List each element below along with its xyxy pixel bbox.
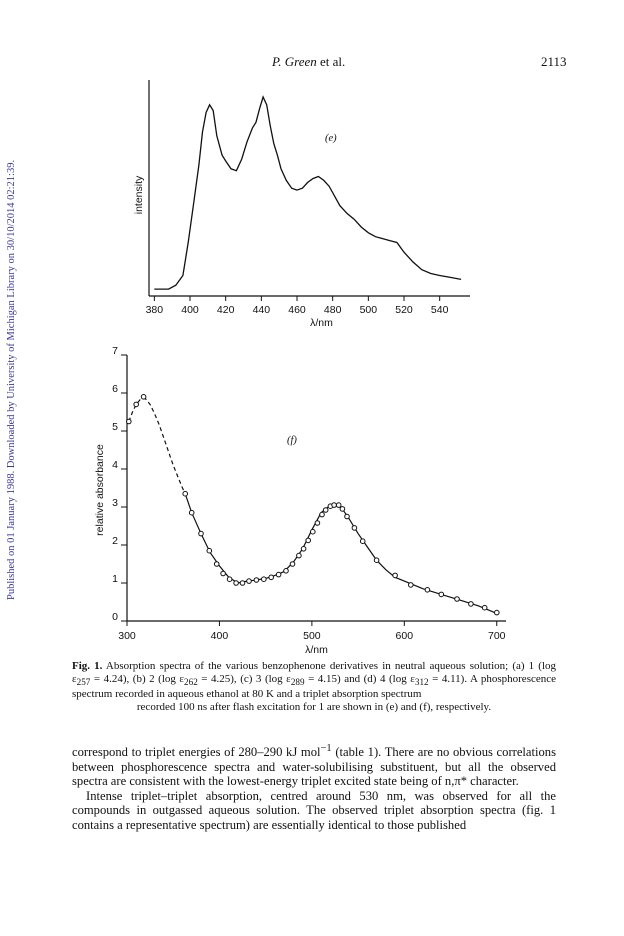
data-point-f — [227, 577, 232, 582]
y-tick-label-f: 6 — [112, 383, 118, 395]
data-point-f — [469, 602, 474, 607]
y-tick-label-f: 7 — [112, 345, 118, 357]
data-point-f — [234, 581, 239, 586]
data-point-f — [240, 581, 245, 586]
y-tick-label-f: 2 — [112, 535, 118, 547]
caption-fig-label: Fig. 1. — [72, 660, 103, 672]
caption-text-d: = 4.15) and (d) 4 (log ε — [304, 672, 415, 685]
x-axis-label-f: λ/nm — [305, 644, 328, 656]
data-point-f — [189, 510, 194, 515]
panel-label-e: (e) — [325, 133, 337, 144]
x-tick-label-e: 440 — [252, 304, 271, 316]
data-point-f — [284, 569, 289, 574]
paragraph-1-sup: −1 — [320, 743, 332, 754]
data-point-f — [345, 514, 350, 519]
caption-text-c: = 4.25), (c) 3 (log ε — [197, 672, 291, 685]
data-point-f — [360, 539, 365, 544]
y-tick-label-f: 4 — [112, 459, 118, 471]
data-point-f — [134, 402, 139, 407]
spectrum-line-e — [154, 97, 461, 289]
data-point-f — [269, 575, 274, 580]
page-number: 2113 — [541, 54, 567, 69]
absorption-line-solid — [185, 494, 497, 614]
data-point-f — [315, 521, 320, 526]
data-point-f — [409, 583, 414, 588]
caption-sub-b: 262 — [184, 676, 198, 687]
x-tick-label-f: 600 — [395, 630, 414, 642]
caption-sub-d: 312 — [414, 676, 429, 687]
data-point-f — [262, 577, 267, 582]
chart-e — [133, 80, 470, 329]
data-point-f — [336, 503, 341, 508]
x-tick-label-e: 500 — [359, 304, 378, 316]
paragraph-2: Intense triplet–triplet absorption, centred around 530 nm, was observed for all the compounds in outgassed aqueous solution. The observed triplet absorption spectra (fig. 1 contains a representative spectrum) are essentially identical to those published — [72, 788, 556, 832]
x-tick-label-e: 480 — [323, 304, 342, 316]
data-point-f — [320, 512, 325, 517]
y-tick-label-f: 1 — [112, 573, 118, 585]
data-point-f — [495, 610, 500, 615]
data-point-f — [254, 578, 259, 583]
data-point-f — [276, 572, 281, 577]
y-axis-label-f: relative absorbance — [94, 444, 106, 536]
data-point-f — [332, 503, 337, 508]
chart-f — [94, 345, 506, 656]
absorption-line-dashed — [129, 399, 185, 494]
x-tick-label-f: 300 — [118, 630, 136, 642]
data-point-f — [297, 553, 302, 558]
x-tick-label-e: 420 — [216, 304, 235, 316]
data-point-f — [247, 579, 252, 584]
data-point-f — [482, 605, 487, 610]
data-point-f — [221, 571, 226, 576]
caption-sub-c: 289 — [290, 676, 305, 687]
x-tick-label-e: 400 — [181, 304, 199, 316]
data-point-f — [311, 529, 316, 534]
y-axis-label-e: intensity — [133, 175, 145, 215]
caption-sub-a: 257 — [76, 676, 91, 687]
panel-label-f: (f) — [287, 435, 297, 446]
caption-text-e: = 4.11). A phosphorescence spectrum recorded in aqueous ethanol at 80 K and a triplet absorption spectrum — [72, 672, 557, 701]
paragraph-1-b: (table 1). There are no obvious correlations between phosphorescence spectra and water-solubilising substituent, but all the observed spectra are consistent with the lowest-energy triplet excited state being of n,π* character. — [72, 745, 556, 789]
data-point-f — [127, 419, 132, 424]
data-point-f — [439, 592, 444, 597]
caption-text-a: Absorption spectra of the various benzophenone derivatives in neutral aqueous solution; (a) 1 (log ε — [72, 660, 556, 685]
author-name: P. Green — [272, 54, 317, 69]
body-text — [72, 742, 556, 832]
y-tick-label-f: 3 — [112, 497, 118, 509]
data-point-f — [199, 531, 204, 536]
data-point-f — [455, 597, 460, 602]
x-tick-label-e: 380 — [145, 304, 164, 316]
data-point-f — [141, 395, 146, 400]
data-point-f — [207, 548, 212, 553]
caption-last-line: recorded 100 ns after flash excitation for 1 are shown in (e) and (f), respectively. — [136, 700, 492, 713]
figure-caption — [72, 660, 556, 713]
data-point-f — [352, 526, 357, 531]
data-point-f — [301, 547, 306, 552]
data-point-f — [183, 491, 188, 496]
y-tick-label-f: 5 — [112, 421, 118, 433]
data-point-f — [340, 507, 345, 512]
x-tick-label-e: 540 — [430, 304, 449, 316]
data-point-f — [306, 538, 311, 543]
paragraph-1 — [72, 742, 556, 789]
data-point-f — [393, 573, 398, 578]
x-tick-label-f: 700 — [487, 630, 506, 642]
download-note: Published on 01 January 1988. Downloaded by University of Michigan Library on 30/10/2014 02:21:39. — [6, 159, 17, 600]
x-tick-label-e: 520 — [395, 304, 413, 316]
y-tick-label-f: 0 — [112, 611, 118, 623]
data-point-f — [323, 508, 328, 513]
paragraph-1-a: correspond to triplet energies of 280–290 kJ mol — [72, 745, 321, 760]
data-point-f — [374, 558, 379, 563]
data-point-f — [425, 588, 430, 593]
x-tick-label-e: 460 — [288, 304, 306, 316]
data-point-f — [290, 562, 295, 567]
x-tick-label-f: 500 — [303, 630, 321, 642]
x-axis-label-e: λ/nm — [310, 317, 333, 329]
caption-text-b: = 4.24), (b) 2 (log ε — [90, 672, 185, 685]
data-point-f — [214, 562, 219, 567]
x-tick-label-f: 400 — [210, 630, 229, 642]
author-suffix: et al. — [316, 54, 346, 69]
